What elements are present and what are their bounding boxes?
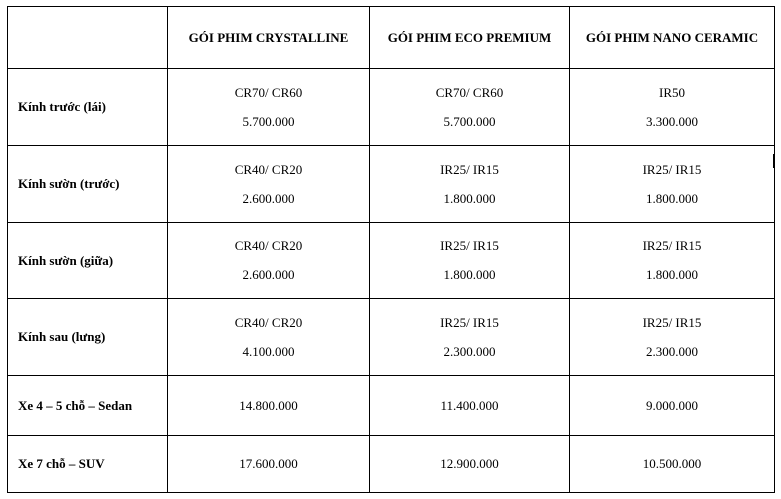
price-cell — [168, 223, 370, 299]
price-cell — [168, 376, 370, 436]
row-label: Xe 4 – 5 chỗ – Sedan — [8, 376, 168, 436]
price-cell — [370, 146, 570, 223]
price-cell — [570, 69, 775, 146]
price-cell — [370, 436, 570, 493]
table-row — [8, 146, 775, 223]
row-label: Kính sau (lưng) — [8, 299, 168, 376]
price-text: 4.100.000 — [242, 343, 295, 359]
table-row — [8, 376, 775, 436]
price-cell — [168, 299, 370, 376]
spec-text: CR40/ CR20 — [234, 314, 303, 330]
price-cell — [370, 69, 570, 146]
price-text: 1.800.000 — [646, 267, 698, 282]
header-crystalline: GÓI PHIM CRYSTALLINE — [168, 7, 370, 69]
header-eco-premium: GÓI PHIM ECO PREMIUM — [370, 7, 570, 69]
spec-text: IR50 — [659, 84, 685, 100]
price-cell — [370, 223, 570, 299]
row-label: Kính trước (lái) — [8, 69, 168, 146]
price-cell — [570, 146, 775, 223]
spec-text: IR25/ IR15 — [440, 161, 499, 177]
spec-text: IR25/ IR15 — [642, 161, 702, 177]
price-cell — [168, 146, 370, 223]
price-cell — [570, 299, 775, 376]
price-text: 2.300.000 — [646, 343, 698, 359]
price-text: 1.800.000 — [443, 190, 496, 206]
table-row — [8, 223, 775, 299]
price-text: 12.900.000 — [440, 456, 499, 471]
spec-text: IR25/ IR15 — [440, 314, 499, 330]
row-label: Xe 7 chỗ – SUV — [8, 436, 168, 493]
spec-text: IR25/ IR15 — [642, 238, 702, 253]
table-row — [8, 299, 775, 376]
header-row — [8, 7, 775, 69]
price-text: 2.300.000 — [443, 343, 496, 359]
price-cell — [570, 223, 775, 299]
price-text: 2.600.000 — [242, 267, 295, 282]
price-text: 5.700.000 — [443, 113, 496, 129]
price-table — [7, 6, 775, 493]
price-text: 17.600.000 — [239, 456, 298, 471]
price-cell — [370, 376, 570, 436]
price-text: 2.600.000 — [242, 190, 295, 206]
price-cell — [370, 299, 570, 376]
text-cursor-mark — [773, 154, 774, 168]
header-nano-ceramic: GÓI PHIM NANO CERAMIC — [570, 7, 775, 69]
spec-text: CR40/ CR20 — [234, 238, 303, 253]
price-text: 10.500.000 — [642, 456, 702, 471]
row-label: Kính sườn (trước) — [8, 146, 168, 223]
price-text: 5.700.000 — [242, 113, 295, 129]
price-text: 1.800.000 — [646, 190, 698, 206]
spec-text: CR40/ CR20 — [234, 161, 303, 177]
spec-text: IR25/ IR15 — [440, 238, 499, 253]
price-cell — [570, 376, 775, 436]
row-label: Kính sườn (giữa) — [8, 223, 168, 299]
price-text: 1.800.000 — [443, 267, 496, 282]
price-cell — [570, 436, 775, 493]
table-row — [8, 69, 775, 146]
price-text: 3.300.000 — [646, 113, 698, 129]
price-cell — [168, 69, 370, 146]
price-text: 14.800.000 — [239, 397, 298, 413]
spec-text: CR70/ CR60 — [435, 84, 504, 100]
table-row — [8, 436, 775, 493]
spec-text: CR70/ CR60 — [234, 84, 303, 100]
price-text: 9.000.000 — [646, 397, 698, 413]
price-cell — [168, 436, 370, 493]
header-corner — [8, 7, 168, 69]
spec-text: IR25/ IR15 — [642, 314, 702, 330]
price-text: 11.400.000 — [440, 397, 499, 413]
